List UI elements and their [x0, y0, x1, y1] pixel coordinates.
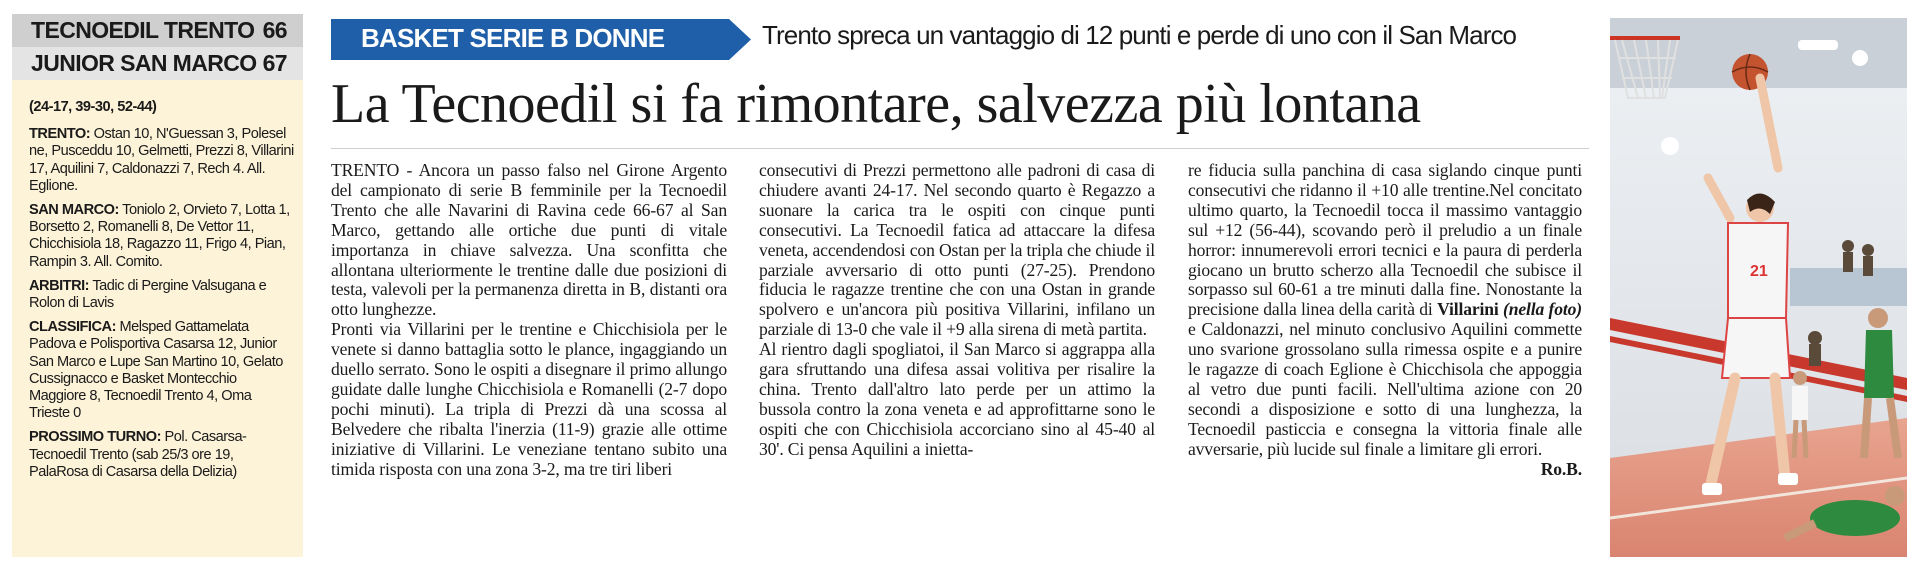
article-subheading: Trento spreca un vantaggio di 12 punti e perde di uno con il San Marco: [762, 20, 1517, 50]
sanmarco-label: SAN MARCO:: [29, 202, 119, 219]
standings-text: Melsped Gattamelata Padova e Polisportiva Casarsa 12, Junior San Marco e Lupe San Martino 10, Gelato Cussignacco e Basket Montecchio Maggiore 8, Tecnoedil Trento 4, Oma Trieste 0: [29, 319, 283, 422]
article-column-1: [331, 161, 727, 480]
referees: [29, 278, 295, 312]
ceiling-light-3: [1852, 50, 1868, 66]
headline-divider: [331, 148, 1589, 149]
column-2-paragraph-2: Al rientro dagli spogliatoi, il San Marco si aggrappa alla gara sfruttando una difesa assai volitiva per risalire la china. Trento dall'altro lato perde per un attimo la bussola contro la zona veneta e ad approfittarne sono le ospiti che con Chicchisiola accorciano sino al 45-40 al 30'. Ci pensa Aquilini a iniettа-: [759, 339, 1155, 459]
scoreboard-sidebar: [12, 14, 303, 557]
ceiling-light-1: [1798, 40, 1838, 50]
photo-reference: (nella foto): [1503, 299, 1583, 320]
column-3-text-b: e Caldonazzi, nel minuto conclusivo Aquilini commette uno svarione grossolano sulla rimessa ospite e a punire le ragazze di coach Eglione è Chicchisola che appoggia al vetro due punti facili. Nell'ultima azione con 20 secondi a disposizione e sotto di una lunghezza, la Tecnoedil pasticcia e consegna la vittoria finale alle avversarie, più lucide sul finale a limitare gli errori.: [1188, 319, 1582, 459]
article-photo: [1610, 18, 1907, 557]
score-row-away: [12, 47, 303, 80]
score-row-home: [12, 14, 303, 47]
highlighted-player-name: Villarini: [1437, 299, 1499, 320]
next-round-text: Pol. Casarsa-Tecnoedil Trento (sab 25/3 ore 19, PalaRosa di Casarsa della Delizia): [29, 429, 247, 480]
section-tag-label: BASKET SERIE B DONNE: [361, 23, 665, 53]
wall-banner: [1790, 268, 1907, 306]
trento-lineup-text: Ostan 10, N'Guessan 3, Polesel ne, Pusceddu 10, Gelmetti, Prezzi 8, Villarini 17, Aquilini 7, Caldonazzi 7, Rech 4. All. Eglione.: [29, 126, 294, 194]
sanmarco-lineup: [29, 202, 295, 271]
article-column-2: [759, 161, 1155, 460]
column-1-paragraph-2: Pronti via Villarini per le trentine e Chicchisiola per le venete si danno battaglia sotto le plance, ingaggiando un duello serrato. Sono le ospiti a disegnare il primo allungo guidate dalle lunghe Chicchisiola e Romanelli (2-7 dopo pochi minuti). La tripla di Prezzi dà una scossa al Belvedere che ribalta l'inerzia (11-9) grazie alle ottime iniziative di Villarini. Le veneziane tentano subito una timida risposta con una zona 3-2, ma tre tiri liberi: [331, 319, 727, 479]
referees-label: ARBITRI:: [29, 277, 90, 294]
next-round-label: PROSSIMO TURNO:: [29, 429, 161, 446]
jersey-number: 21: [1750, 263, 1768, 280]
team-home-score: 66: [262, 17, 287, 43]
partial-scores: (24-17, 39-30, 52-44): [29, 99, 157, 115]
column-3-text-a: re fiducia sulla panchina di casa siglando cinque punti consecutivi che ridanno il +10 alle trentine.Nel concitato ultimo quarto, la Tecnoedil tocca il massimo vantaggio sul +12 (56-44), scovando però il preludio a un finale horror: innumerevoli errori tecnici e la paura di perderla giocano un brutto scherzo alla Tecnoedil che subisce il sorpasso sul 60-61 a tre minuti dalla fine. Nonostante la precisione dalla linea della carità di: [1188, 160, 1582, 320]
standings: [29, 319, 295, 422]
column-1-paragraph-1: TRENTO - Ancora un passo falso nel Girone Argento del campionato di serie B femminile per la Tecnoedil Trento che alle Navarini di Ravina cede 66-67 al San Marco, gettando alle ortiche due punti di vitale importanza in chiave salvezza. Una sconfitta che allontana ulteriormente le trentine dalle due posizioni di testa, valevoli per la permanenza diretta in B, distanti ora otto lunghezze.: [331, 160, 727, 320]
trento-lineup: [29, 126, 295, 195]
referees-text: Tadic di Pergine Valsugana e Rolon di Lavis: [29, 277, 267, 312]
standings-label: CLASSIFICA:: [29, 319, 116, 336]
article-headline: La Tecnoedil si fa rimontare, salvezza più lontana: [331, 73, 1421, 135]
section-tag: [331, 19, 751, 60]
article-column-3: [1188, 161, 1582, 480]
team-away-score: 67: [262, 50, 287, 76]
ceiling-light-2: [1661, 137, 1679, 155]
author-signature: Ro.B.: [1540, 458, 1582, 479]
column-2-paragraph-1: consecutivi di Prezzi permettono alle padroni di casa di chiudere avanti 24-17. Nel secondo quarto è Regazzo a suonare la carica tra le ospiti con cinque punti consecutivi. La Tecnoedil fatica ad attaccare la difesa veneta, accendendosi con Ostan per la tripla che chiude il parziale avversario di otto punti (27-25). Prendono fiducia le ragazze trentine che con una Ostan in grande spolvero e un'ancora più positiva Villarini, infilano un parziale di 13-0 che vale il +9 alla sirena di metà partita.: [759, 160, 1155, 340]
match-details: [12, 80, 303, 481]
team-away-name: JUNIOR SAN MARCO: [31, 50, 257, 76]
trento-label: TRENTO:: [29, 126, 91, 143]
team-home-name: TECNOEDIL TRENTO: [31, 17, 255, 43]
sanmarco-lineup-text: Toniolo 2, Orvieto 7, Lotta 1, Borsetto 2, Romanelli 8, De Vettor 11, Chicchisiola 18, Ragazzo 11, Frigo 4, Pian, Rampin 3. All. Comito.: [29, 202, 290, 270]
basketball-action-photo: [1610, 18, 1907, 557]
column-3-paragraph: [1188, 160, 1583, 479]
next-round: [29, 429, 295, 481]
